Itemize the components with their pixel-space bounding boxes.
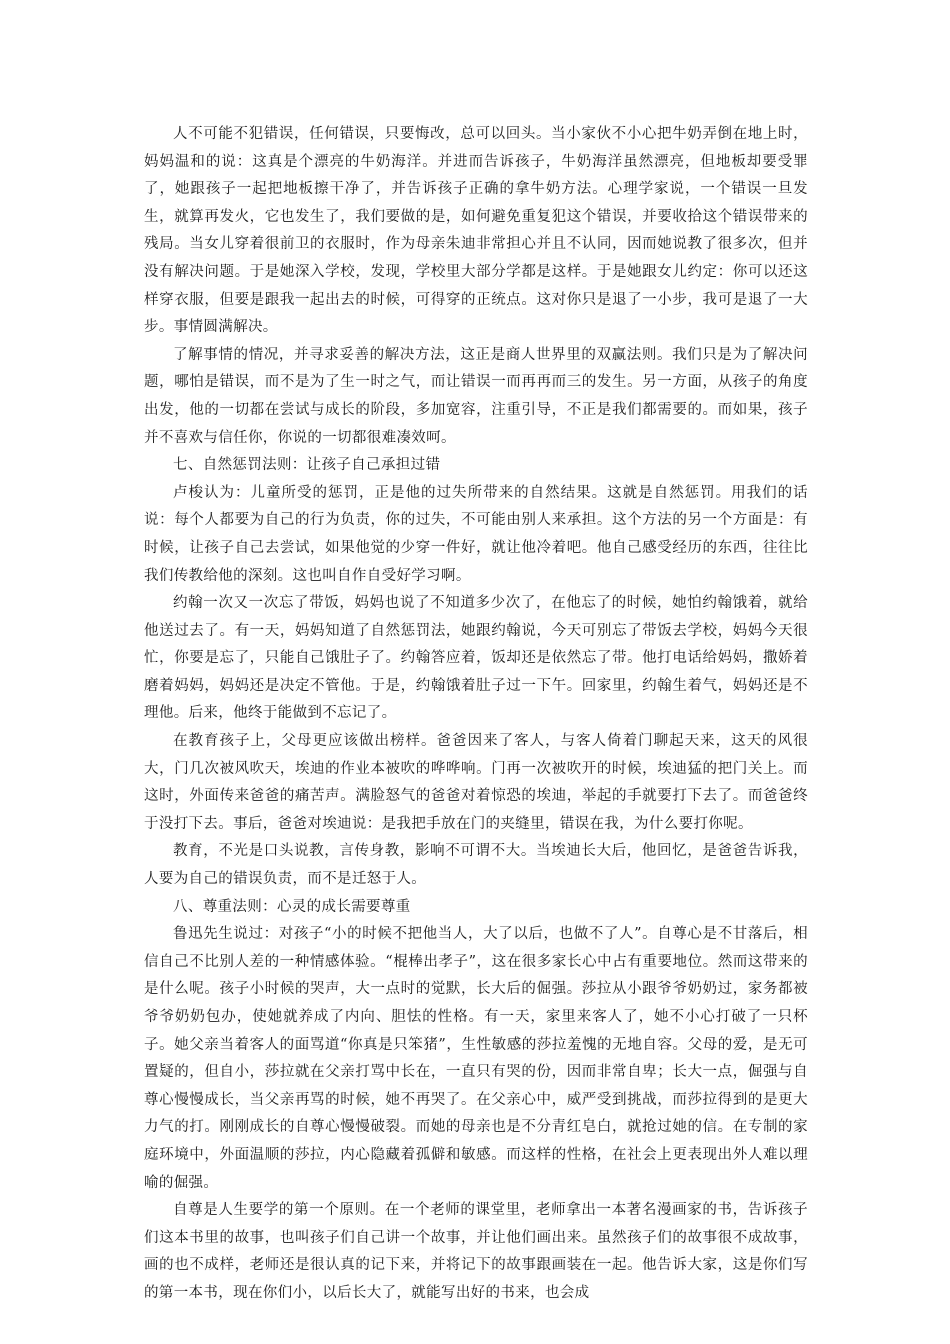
- paragraph: 约翰一次又一次忘了带饭，妈妈也说了不知道多少次了，在他忘了的时候，她怕约翰饿着，就给他送过去了。有一天，妈妈知道了自然惩罚法，她跟约翰说，今天可别忘了带饭去学校，妈妈今天很忙，你要是忘了，只能自己饿肚子了。约翰答应着，饭却还是依然忘了带。他打电话给妈妈，撒娇着磨着妈妈，妈妈还是决定不管他。于是，约翰饿着肚子过一下午。回家里，约翰生着气，妈妈还是不理他。后来，他终于能做到不忘记了。: [144, 595, 808, 722]
- paragraph: 鲁迅先生说过：对孩子“小的时候不把他当人，大了以后，也做不了人”。自尊心是不甘落后，相信自己不比别人差的一种情感体验。“棍棒出孝子”，这在很多家长心中占有重要地位。然而这带来的是什么呢。孩子小时候的哭声，大一点时的觉默，长大后的倔强。莎拉从小跟爷爷奶奶过，家务都被爷爷奶奶包办，使她就养成了内向、胆怯的性格。有一天，家里来客人了，她不小心打破了一只杯子。她父亲当着客人的面骂道“你真是只笨猪”，生性敏感的莎拉羞愧的无地自容。父母的爱，是无可置疑的，但自小，莎拉就在父亲打骂中长在，一直只有哭的份，因而非常自卑；长大一点，倔强与自尊心慢慢成长，当父亲再骂的时候，她不再哭了。在父亲心中，威严受到挑战，而莎拉得到的是更大力气的打。刚刚成长的自尊心慢慢破裂。而她的母亲也是不分青红皂白，就抢过她的信。在专制的家庭环境中，外面温顺的莎拉，内心隐藏着孤僻和敏感。而这样的性格，在社会上更表现出外人难以理喻的倔强。: [144, 926, 808, 1191]
- paragraph: 自尊是人生要学的第一个原则。在一个老师的课堂里，老师拿出一本著名漫画家的书，告诉孩子们这本书里的故事，也叫孩子们自己讲一个故事，并让他们画出来。虽然孩子们的故事很不成故事，画的也不成样，老师还是很认真的记下来，并将记下的故事跟画装在一起。他告诉大家，这是你们写的第一本书，现在你们小，以后长大了，就能写出好的书来，也会成: [144, 1202, 808, 1301]
- paragraph: 了解事情的情况，并寻求妥善的解决方法，这正是商人世界里的双赢法则。我们只是为了解决问题，哪怕是错误，而不是为了生一时之气，而让错误一而再再而三的发生。另一方面，从孩子的角度出发，他的一切都在尝试与成长的阶段，多加宽容，注重引导，不正是我们都需要的。而如果，孩子并不喜欢与信任你，你说的一切都很难凑效呵。: [144, 346, 808, 446]
- paragraph: 教育，不光是口头说教，言传身教，影响不可谓不大。当埃迪长大后，他回忆，是爸爸告诉我，人要为自己的错误负责，而不是迁怒于人。: [144, 843, 808, 888]
- section-heading: 八、尊重法则：心灵的成长需要尊重: [173, 898, 411, 915]
- section-heading: 七、自然惩罚法则：让孩子自己承担过错: [173, 457, 441, 474]
- paragraph: 人不可能不犯错误，任何错误，只要悔改，总可以回头。当小家伙不小心把牛奶弄倒在地上时，妈妈温和的说：这真是个漂亮的牛奶海洋。并进而告诉孩子，牛奶海洋虽然漂亮，但地板却要受罪了，她跟孩子一起把地板擦干净了，并告诉孩子正确的拿牛奶方法。心理学家说，一个错误一旦发生，就算再发火，它也发生了，我们要做的是，如何避免重复犯这个错误，并要收拾这个错误带来的残局。当女儿穿着很前卫的衣服时，作为母亲朱迪非常担心并且不认同，因而她说教了很多次，但并没有解决问题。于是她深入学校，发现，学校里大部分学都是这样。于是她跟女儿约定：你可以还这样穿衣服，但要是跟我一起出去的时候，可得穿的正统点。这对你只是退了一小步，我可是退了一大步。事情圆满解决。: [144, 126, 808, 336]
- document-page: [144, 121, 808, 1308]
- paragraph: 卢梭认为：儿童所受的惩罚，正是他的过失所带来的自然结果。这就是自然惩罚。用我们的话说：每个人都要为自己的行为负责，你的过失，不可能由别人来承担。这个方法的另一个方面是：有时候，让孩子自己去尝试，如果他觉的少穿一件好，就让他冷着吧。他自己感受经历的东西，往往比我们传教给他的深刻。这也叫自作自受好学习啊。: [144, 484, 808, 584]
- paragraph: 在教育孩子上，父母更应该做出榜样。爸爸因来了客人，与客人倚着门聊起天来，这天的风很大，门几次被风吹天，埃迪的作业本被吹的哗哗响。门再一次被吹开的时候，埃迪猛的把门关上。而这时，外面传来爸爸的痛苦声。满脸怒气的爸爸对着惊恐的埃迪，举起的手就要打下去了。而爸爸终于没打下去。事后，爸爸对埃迪说：是我把手放在门的夹缝里，错误在我，为什么要打你呢。: [144, 733, 808, 832]
